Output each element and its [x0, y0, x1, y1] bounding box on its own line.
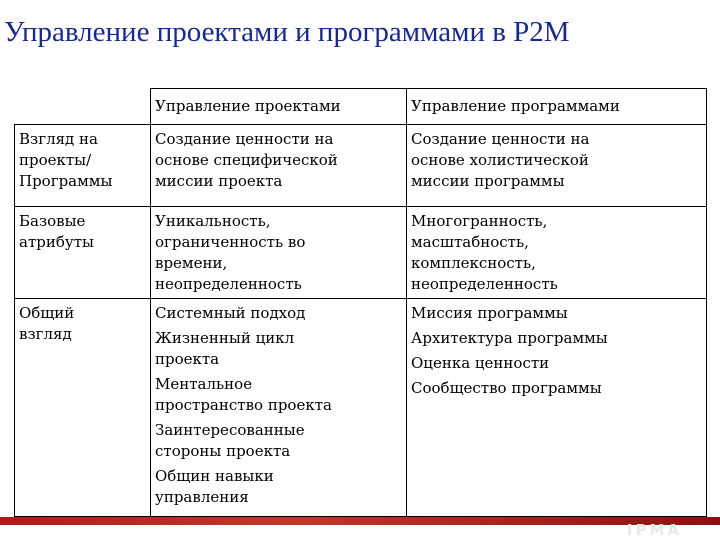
- list-item: Жизненный цикл проекта: [155, 328, 295, 368]
- list-item: Общин навыки управления: [155, 466, 274, 506]
- cell-projects: [151, 298, 407, 516]
- row-label: [15, 298, 151, 516]
- list-item: Ментальное пространство проекта: [155, 374, 332, 414]
- cell-programs-text: Создание ценности на основе холистической миссии программы: [411, 130, 590, 190]
- list-item: Оценка ценности: [411, 353, 550, 372]
- list-item: Системный подход: [155, 303, 306, 322]
- cell-projects: [151, 125, 407, 207]
- cell-projects: [151, 206, 407, 298]
- footer-bar: [0, 517, 720, 525]
- row-label-text: Взгляд на проекты/ Программы: [19, 130, 113, 190]
- cell-projects-text: Уникальность, ограниченность во времени, неопределенность: [155, 211, 306, 293]
- row-label: [15, 206, 151, 298]
- footer-band: [0, 525, 720, 540]
- comparison-table: [14, 88, 707, 517]
- cell-programs: [407, 125, 707, 207]
- list-item: Сообщество программы: [411, 378, 602, 397]
- slide-title: Управление проектами и программами в P2M: [4, 16, 570, 48]
- list-item: Заинтересованные стороны проекта: [155, 420, 305, 460]
- list-item: Архитектура программы: [411, 328, 608, 347]
- cell-programs-text: Многогранность, масштабность, комплексность, неопределенность: [411, 211, 558, 293]
- ipma-logo: IPMA: [626, 521, 682, 539]
- header-programs: Управление программами: [407, 89, 707, 125]
- table-row: [15, 298, 707, 516]
- cell-programs: [407, 206, 707, 298]
- row-label: [15, 125, 151, 207]
- cell-projects-text: Создание ценности на основе специфической миссии проекта: [155, 130, 338, 190]
- cell-programs: [407, 298, 707, 516]
- table-row: [15, 206, 707, 298]
- header-corner: [15, 89, 151, 125]
- row-label-text: Общий взгляд: [19, 303, 75, 343]
- header-projects: Управление проектами: [151, 89, 407, 125]
- row-label-text: Базовые атрибуты: [19, 211, 94, 251]
- header-row: [15, 89, 707, 125]
- list-item: Миссия программы: [411, 303, 568, 322]
- table-row: [15, 125, 707, 207]
